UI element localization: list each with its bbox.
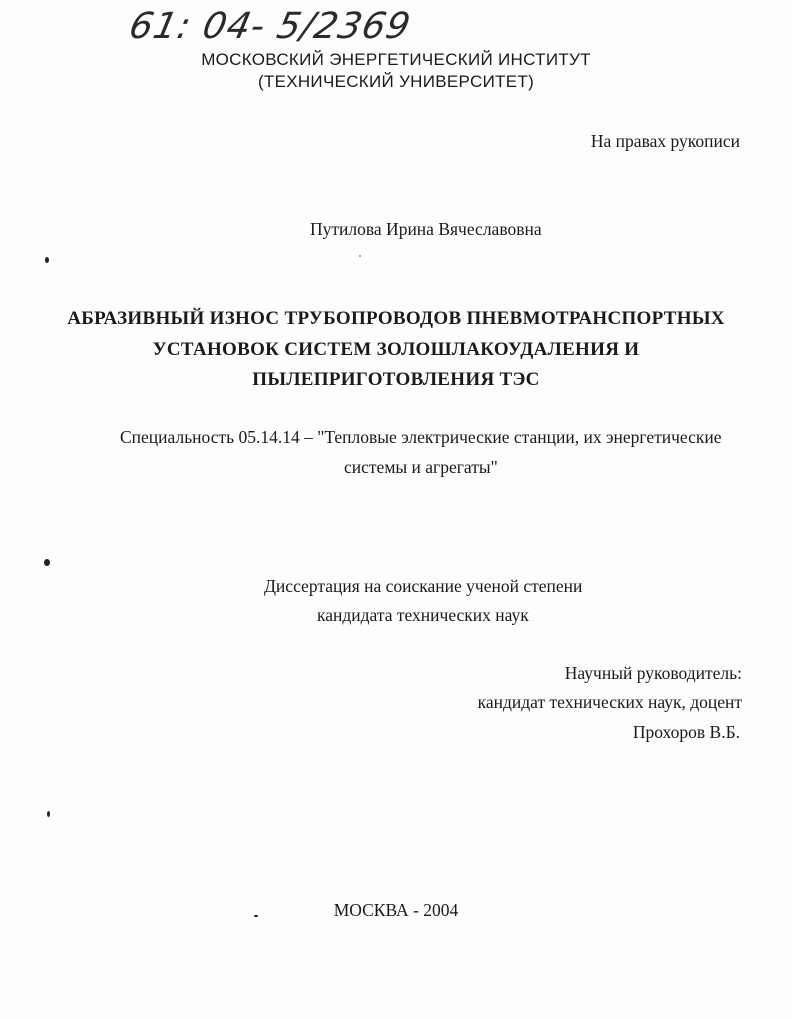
scan-speck xyxy=(254,915,258,917)
institution-subname: (ТЕХНИЧЕСКИЙ УНИВЕРСИТЕТ) xyxy=(257,72,535,91)
dissertation-degree-line-2: кандидата технических наук xyxy=(317,605,529,625)
scan-speck xyxy=(47,811,50,817)
dissertation-title-line-3: ПЫЛЕПРИГОТОВЛЕНИЯ ТЭС xyxy=(252,369,540,390)
city-year: МОСКВА - 2004 xyxy=(333,900,459,920)
supervisor-name: Прохоров В.Б. xyxy=(632,722,740,742)
supervisor-degree: кандидат технических наук, доцент xyxy=(477,692,742,712)
scan-speck xyxy=(44,559,50,566)
author-name: Путилова Ирина Вячеславовна xyxy=(310,219,542,239)
handwritten-archive-mark: 61: 04- 5/2369 xyxy=(125,6,415,47)
supervisor-label: Научный руководитель: xyxy=(564,663,742,683)
institution-name: МОСКОВСКИЙ ЭНЕРГЕТИЧЕСКИЙ ИНСТИТУТ xyxy=(201,50,591,69)
scan-speck xyxy=(45,257,49,263)
specialty-line-1: Специальность 05.14.14 – "Тепловые электрические станции, их энергетические xyxy=(120,427,722,447)
manuscript-note: На правах рукописи xyxy=(590,131,740,151)
dissertation-degree-line-1: Диссертация на соискание ученой степени xyxy=(264,576,583,596)
scan-speck xyxy=(359,255,361,257)
dissertation-title-line-1: АБРАЗИВНЫЙ ИЗНОС ТРУБОПРОВОДОВ ПНЕВМОТРАНСПОРТНЫХ xyxy=(67,308,725,329)
specialty-line-2: системы и агрегаты" xyxy=(344,457,498,477)
dissertation-title-line-2: УСТАНОВОК СИСТЕМ ЗОЛОШЛАКОУДАЛЕНИЯ И xyxy=(152,339,640,360)
